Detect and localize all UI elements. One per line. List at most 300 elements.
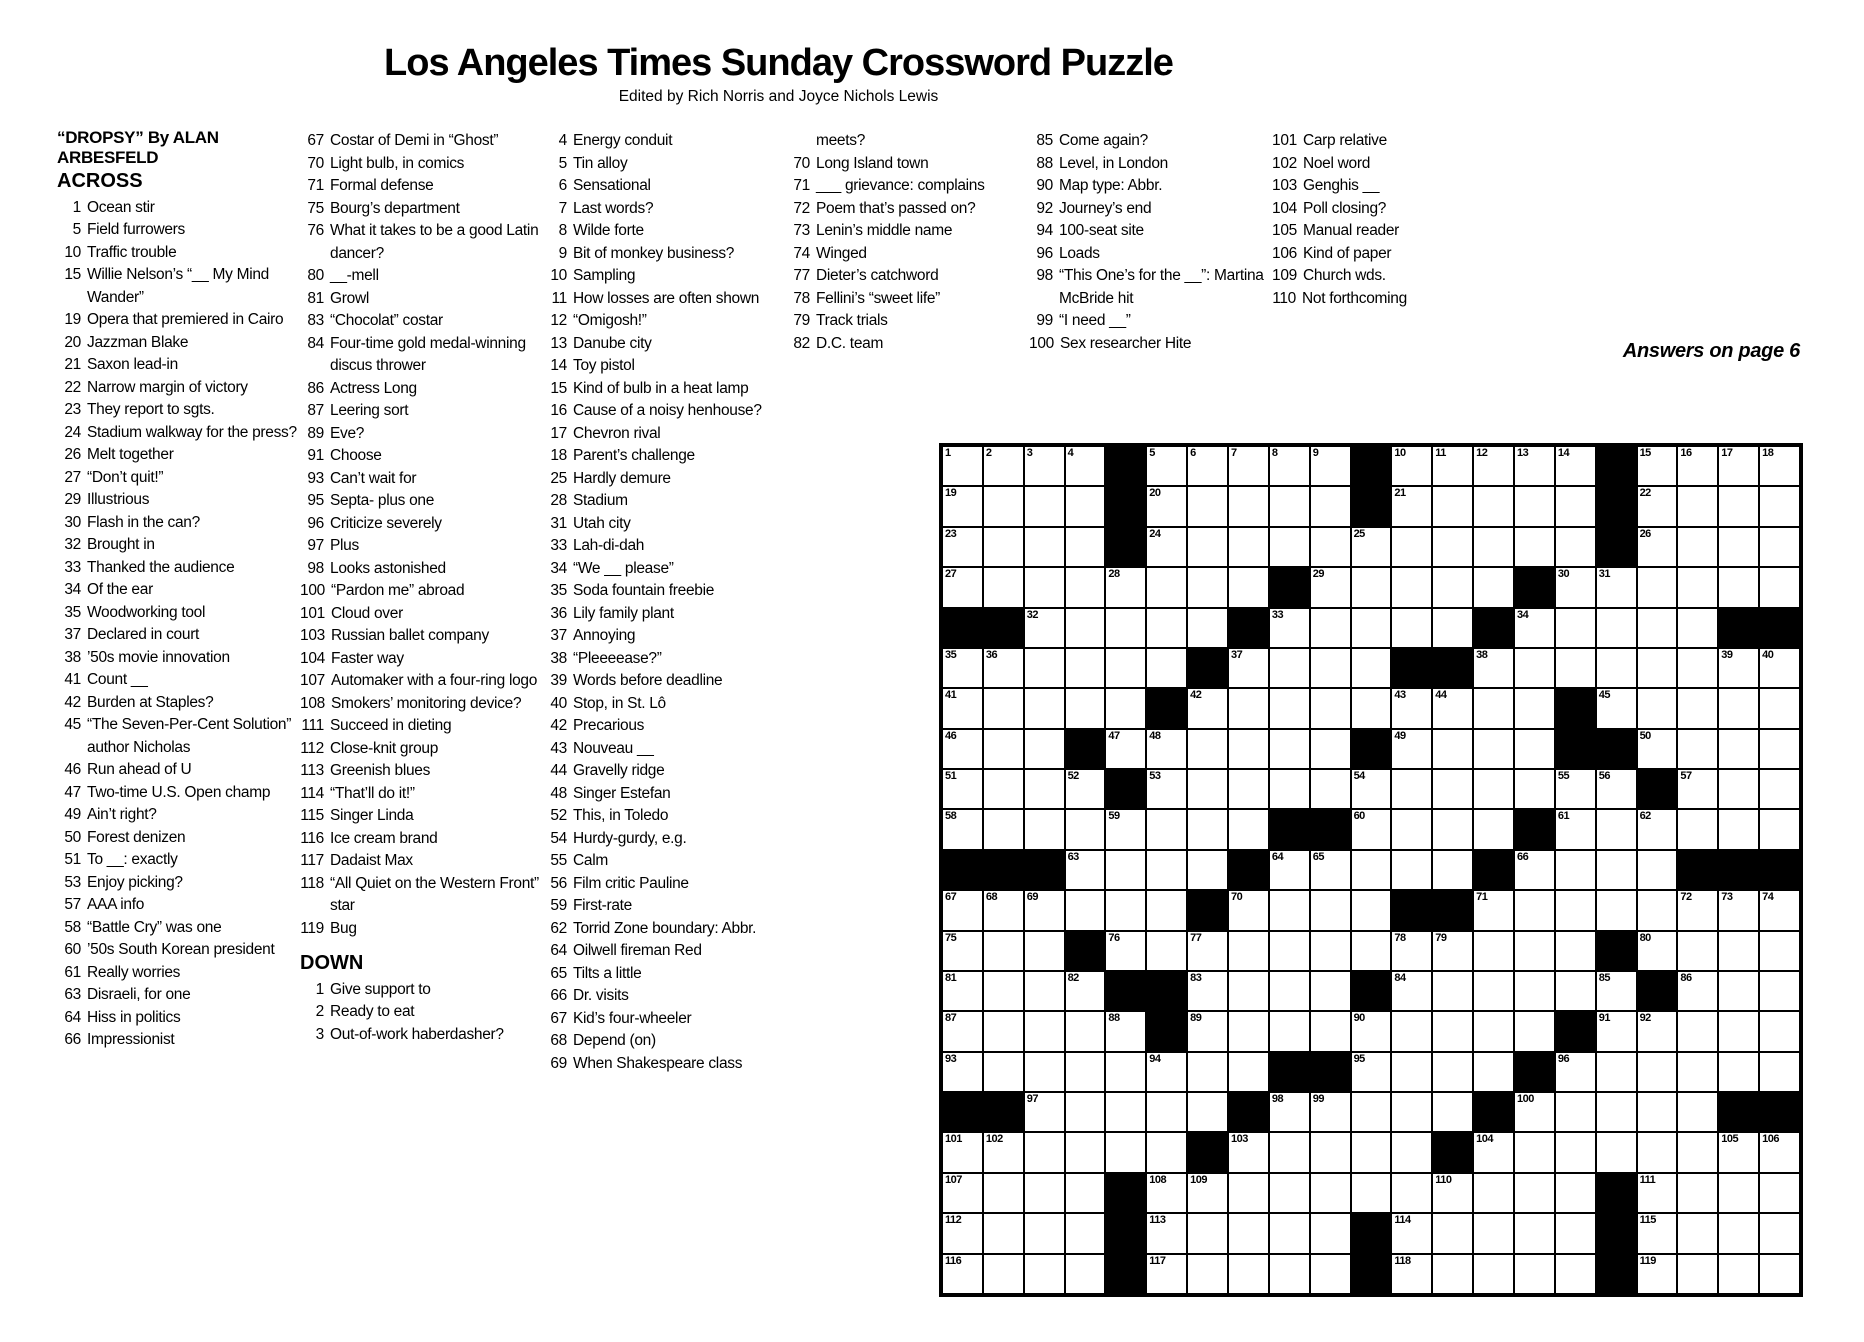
grid-cell[interactable] — [1024, 446, 1065, 486]
grid-cell[interactable] — [1146, 567, 1187, 607]
grid-cell[interactable] — [1228, 648, 1269, 688]
grid-cell[interactable] — [1514, 1011, 1555, 1051]
grid-cell[interactable] — [1473, 1052, 1514, 1092]
grid-cell[interactable] — [1432, 1092, 1473, 1132]
grid-cell[interactable] — [1310, 688, 1351, 728]
grid-cell[interactable] — [983, 931, 1024, 971]
grid-cell[interactable] — [1310, 486, 1351, 526]
grid-cell[interactable] — [1065, 486, 1106, 526]
grid-cell[interactable] — [1391, 1011, 1432, 1051]
grid-cell[interactable] — [1514, 769, 1555, 809]
grid-cell[interactable] — [1146, 1254, 1187, 1294]
grid-cell[interactable] — [1718, 729, 1759, 769]
grid-cell[interactable] — [1269, 1213, 1310, 1253]
grid-cell[interactable] — [1759, 809, 1800, 849]
grid-cell[interactable] — [1228, 971, 1269, 1011]
grid-cell[interactable] — [1514, 446, 1555, 486]
grid-cell[interactable] — [942, 486, 983, 526]
grid-cell[interactable] — [1146, 1092, 1187, 1132]
grid-cell[interactable] — [942, 446, 983, 486]
grid-cell[interactable] — [1146, 850, 1187, 890]
grid-cell[interactable] — [1228, 567, 1269, 607]
grid-cell[interactable] — [1473, 971, 1514, 1011]
grid-cell[interactable] — [1677, 971, 1718, 1011]
grid-cell[interactable] — [1391, 850, 1432, 890]
grid-cell[interactable] — [1432, 729, 1473, 769]
grid-cell[interactable] — [1596, 688, 1637, 728]
grid-cell[interactable] — [1555, 446, 1596, 486]
grid-cell[interactable] — [1555, 1052, 1596, 1092]
grid-cell[interactable] — [1718, 931, 1759, 971]
grid-cell[interactable] — [1718, 1213, 1759, 1253]
grid-cell[interactable] — [1718, 688, 1759, 728]
grid-cell[interactable] — [1024, 890, 1065, 930]
grid-cell[interactable] — [1187, 1052, 1228, 1092]
grid-cell[interactable] — [1637, 1173, 1678, 1213]
grid-cell[interactable] — [1228, 1173, 1269, 1213]
grid-cell[interactable] — [1105, 648, 1146, 688]
grid-cell[interactable] — [1432, 1011, 1473, 1051]
grid-cell[interactable] — [1228, 769, 1269, 809]
grid-cell[interactable] — [1024, 688, 1065, 728]
grid-cell[interactable] — [1228, 1254, 1269, 1294]
grid-cell[interactable] — [1391, 1132, 1432, 1172]
grid-cell[interactable] — [1718, 1052, 1759, 1092]
grid-cell[interactable] — [1718, 971, 1759, 1011]
grid-cell[interactable] — [983, 1011, 1024, 1051]
grid-cell[interactable] — [1065, 527, 1106, 567]
grid-cell[interactable] — [1555, 1092, 1596, 1132]
grid-cell[interactable] — [1105, 1011, 1146, 1051]
grid-cell[interactable] — [983, 688, 1024, 728]
grid-cell[interactable] — [1105, 850, 1146, 890]
grid-cell[interactable] — [1555, 769, 1596, 809]
grid-cell[interactable] — [1146, 1132, 1187, 1172]
grid-cell[interactable] — [1228, 527, 1269, 567]
grid-cell[interactable] — [1187, 1173, 1228, 1213]
grid-cell[interactable] — [1351, 1173, 1392, 1213]
grid-cell[interactable] — [1759, 971, 1800, 1011]
grid-cell[interactable] — [1269, 1132, 1310, 1172]
grid-cell[interactable] — [1310, 1173, 1351, 1213]
grid-cell[interactable] — [1555, 527, 1596, 567]
grid-cell[interactable] — [1637, 1052, 1678, 1092]
grid-cell[interactable] — [1432, 1254, 1473, 1294]
grid-cell[interactable] — [1024, 809, 1065, 849]
grid-cell[interactable] — [1391, 527, 1432, 567]
grid-cell[interactable] — [1596, 1092, 1637, 1132]
grid-cell[interactable] — [983, 809, 1024, 849]
grid-cell[interactable] — [1759, 1254, 1800, 1294]
grid-cell[interactable] — [1637, 890, 1678, 930]
grid-cell[interactable] — [1596, 648, 1637, 688]
grid-cell[interactable] — [1310, 527, 1351, 567]
grid-cell[interactable] — [1391, 567, 1432, 607]
grid-cell[interactable] — [1759, 486, 1800, 526]
grid-cell[interactable] — [1187, 1254, 1228, 1294]
grid-cell[interactable] — [1105, 1052, 1146, 1092]
grid-cell[interactable] — [1269, 648, 1310, 688]
grid-cell[interactable] — [1432, 1213, 1473, 1253]
grid-cell[interactable] — [1187, 971, 1228, 1011]
grid-cell[interactable] — [1310, 850, 1351, 890]
grid-cell[interactable] — [1759, 1213, 1800, 1253]
grid-cell[interactable] — [1310, 769, 1351, 809]
grid-cell[interactable] — [1555, 608, 1596, 648]
grid-cell[interactable] — [1432, 809, 1473, 849]
grid-cell[interactable] — [983, 648, 1024, 688]
grid-cell[interactable] — [1637, 1254, 1678, 1294]
grid-cell[interactable] — [1351, 608, 1392, 648]
grid-cell[interactable] — [1146, 527, 1187, 567]
grid-cell[interactable] — [1514, 688, 1555, 728]
grid-cell[interactable] — [1637, 850, 1678, 890]
grid-cell[interactable] — [1146, 608, 1187, 648]
grid-cell[interactable] — [1759, 890, 1800, 930]
grid-cell[interactable] — [1432, 486, 1473, 526]
grid-cell[interactable] — [1187, 1213, 1228, 1253]
grid-cell[interactable] — [1269, 446, 1310, 486]
grid-cell[interactable] — [1677, 1092, 1718, 1132]
grid-cell[interactable] — [1637, 1092, 1678, 1132]
grid-cell[interactable] — [1105, 809, 1146, 849]
grid-cell[interactable] — [1677, 527, 1718, 567]
grid-cell[interactable] — [1637, 1132, 1678, 1172]
grid-cell[interactable] — [1024, 931, 1065, 971]
grid-cell[interactable] — [1146, 890, 1187, 930]
grid-cell[interactable] — [1146, 446, 1187, 486]
grid-cell[interactable] — [1473, 890, 1514, 930]
grid-cell[interactable] — [1065, 1213, 1106, 1253]
grid-cell[interactable] — [1473, 1132, 1514, 1172]
grid-cell[interactable] — [1432, 769, 1473, 809]
grid-cell[interactable] — [1105, 608, 1146, 648]
grid-cell[interactable] — [983, 1132, 1024, 1172]
grid-cell[interactable] — [1310, 1092, 1351, 1132]
grid-cell[interactable] — [1187, 809, 1228, 849]
grid-cell[interactable] — [1351, 890, 1392, 930]
grid-cell[interactable] — [942, 1011, 983, 1051]
grid-cell[interactable] — [1351, 567, 1392, 607]
grid-cell[interactable] — [1351, 850, 1392, 890]
grid-cell[interactable] — [1637, 486, 1678, 526]
grid-cell[interactable] — [1677, 1052, 1718, 1092]
grid-cell[interactable] — [1555, 971, 1596, 1011]
grid-cell[interactable] — [1637, 527, 1678, 567]
grid-cell[interactable] — [942, 688, 983, 728]
grid-cell[interactable] — [1391, 809, 1432, 849]
grid-cell[interactable] — [1351, 809, 1392, 849]
grid-cell[interactable] — [983, 446, 1024, 486]
grid-cell[interactable] — [1759, 648, 1800, 688]
grid-cell[interactable] — [1514, 1254, 1555, 1294]
grid-cell[interactable] — [1391, 1213, 1432, 1253]
grid-cell[interactable] — [1146, 809, 1187, 849]
grid-cell[interactable] — [1473, 688, 1514, 728]
grid-cell[interactable] — [1269, 890, 1310, 930]
grid-cell[interactable] — [1269, 688, 1310, 728]
grid-cell[interactable] — [1391, 769, 1432, 809]
grid-cell[interactable] — [1228, 486, 1269, 526]
grid-cell[interactable] — [1024, 1132, 1065, 1172]
grid-cell[interactable] — [1146, 1173, 1187, 1213]
grid-cell[interactable] — [1677, 608, 1718, 648]
grid-cell[interactable] — [1351, 527, 1392, 567]
grid-cell[interactable] — [1514, 608, 1555, 648]
grid-cell[interactable] — [1065, 971, 1106, 1011]
grid-cell[interactable] — [1310, 1213, 1351, 1253]
grid-cell[interactable] — [1024, 1011, 1065, 1051]
grid-cell[interactable] — [1351, 1052, 1392, 1092]
grid-cell[interactable] — [1555, 850, 1596, 890]
grid-cell[interactable] — [1024, 486, 1065, 526]
grid-cell[interactable] — [983, 971, 1024, 1011]
grid-cell[interactable] — [1473, 1173, 1514, 1213]
grid-cell[interactable] — [1637, 446, 1678, 486]
grid-cell[interactable] — [1024, 567, 1065, 607]
grid-cell[interactable] — [1146, 1052, 1187, 1092]
grid-cell[interactable] — [1759, 1132, 1800, 1172]
grid-cell[interactable] — [1310, 567, 1351, 607]
grid-cell[interactable] — [1228, 446, 1269, 486]
grid-cell[interactable] — [1473, 1011, 1514, 1051]
grid-cell[interactable] — [942, 1173, 983, 1213]
grid-cell[interactable] — [1473, 1254, 1514, 1294]
grid-cell[interactable] — [983, 486, 1024, 526]
grid-cell[interactable] — [1065, 648, 1106, 688]
grid-cell[interactable] — [942, 809, 983, 849]
grid-cell[interactable] — [1432, 567, 1473, 607]
grid-cell[interactable] — [1555, 1213, 1596, 1253]
grid-cell[interactable] — [1677, 1213, 1718, 1253]
grid-cell[interactable] — [1759, 931, 1800, 971]
grid-cell[interactable] — [1596, 890, 1637, 930]
grid-cell[interactable] — [1269, 850, 1310, 890]
grid-cell[interactable] — [942, 648, 983, 688]
grid-cell[interactable] — [1596, 1011, 1637, 1051]
grid-cell[interactable] — [1677, 809, 1718, 849]
grid-cell[interactable] — [1759, 769, 1800, 809]
grid-cell[interactable] — [942, 1213, 983, 1253]
grid-cell[interactable] — [1024, 1052, 1065, 1092]
grid-cell[interactable] — [1310, 446, 1351, 486]
grid-cell[interactable] — [983, 729, 1024, 769]
grid-cell[interactable] — [1718, 809, 1759, 849]
grid-cell[interactable] — [1555, 890, 1596, 930]
grid-cell[interactable] — [1065, 446, 1106, 486]
grid-cell[interactable] — [1718, 1132, 1759, 1172]
grid-cell[interactable] — [1759, 688, 1800, 728]
grid-cell[interactable] — [1677, 1254, 1718, 1294]
grid-cell[interactable] — [1596, 850, 1637, 890]
grid-cell[interactable] — [1024, 729, 1065, 769]
grid-cell[interactable] — [942, 931, 983, 971]
grid-cell[interactable] — [1596, 769, 1637, 809]
grid-cell[interactable] — [1391, 1254, 1432, 1294]
grid-cell[interactable] — [1759, 1173, 1800, 1213]
grid-cell[interactable] — [1024, 1213, 1065, 1253]
grid-cell[interactable] — [1514, 527, 1555, 567]
grid-cell[interactable] — [1228, 809, 1269, 849]
grid-cell[interactable] — [1065, 567, 1106, 607]
grid-cell[interactable] — [1024, 648, 1065, 688]
grid-cell[interactable] — [1105, 1132, 1146, 1172]
grid-cell[interactable] — [1432, 1052, 1473, 1092]
grid-cell[interactable] — [983, 1213, 1024, 1253]
grid-cell[interactable] — [1514, 486, 1555, 526]
grid-cell[interactable] — [1187, 688, 1228, 728]
grid-cell[interactable] — [1310, 931, 1351, 971]
grid-cell[interactable] — [1432, 1173, 1473, 1213]
grid-cell[interactable] — [1718, 446, 1759, 486]
grid-cell[interactable] — [1269, 1254, 1310, 1294]
grid-cell[interactable] — [1677, 688, 1718, 728]
grid-cell[interactable] — [1514, 931, 1555, 971]
grid-cell[interactable] — [1146, 729, 1187, 769]
grid-cell[interactable] — [1391, 1052, 1432, 1092]
grid-cell[interactable] — [942, 1052, 983, 1092]
grid-cell[interactable] — [1187, 1092, 1228, 1132]
grid-cell[interactable] — [1146, 486, 1187, 526]
grid-cell[interactable] — [1187, 769, 1228, 809]
grid-cell[interactable] — [1759, 729, 1800, 769]
grid-cell[interactable] — [1228, 1132, 1269, 1172]
grid-cell[interactable] — [1146, 931, 1187, 971]
grid-cell[interactable] — [1637, 567, 1678, 607]
grid-cell[interactable] — [1391, 1092, 1432, 1132]
grid-cell[interactable] — [1024, 1092, 1065, 1132]
grid-cell[interactable] — [1514, 648, 1555, 688]
grid-cell[interactable] — [1269, 769, 1310, 809]
grid-cell[interactable] — [1759, 527, 1800, 567]
grid-cell[interactable] — [1637, 608, 1678, 648]
grid-cell[interactable] — [1269, 729, 1310, 769]
grid-cell[interactable] — [1351, 688, 1392, 728]
grid-cell[interactable] — [1105, 567, 1146, 607]
grid-cell[interactable] — [1310, 1011, 1351, 1051]
grid-cell[interactable] — [1391, 931, 1432, 971]
grid-cell[interactable] — [1391, 688, 1432, 728]
grid-cell[interactable] — [1514, 1173, 1555, 1213]
grid-cell[interactable] — [942, 729, 983, 769]
grid-cell[interactable] — [1310, 608, 1351, 648]
grid-cell[interactable] — [1391, 971, 1432, 1011]
grid-cell[interactable] — [1024, 1173, 1065, 1213]
grid-cell[interactable] — [1677, 648, 1718, 688]
grid-cell[interactable] — [1677, 729, 1718, 769]
grid-cell[interactable] — [1677, 931, 1718, 971]
grid-cell[interactable] — [983, 769, 1024, 809]
grid-cell[interactable] — [1718, 1173, 1759, 1213]
grid-cell[interactable] — [1432, 527, 1473, 567]
grid-cell[interactable] — [942, 567, 983, 607]
grid-cell[interactable] — [942, 769, 983, 809]
grid-cell[interactable] — [1065, 1254, 1106, 1294]
grid-cell[interactable] — [1555, 1254, 1596, 1294]
grid-cell[interactable] — [1351, 1092, 1392, 1132]
grid-cell[interactable] — [1146, 648, 1187, 688]
grid-cell[interactable] — [942, 527, 983, 567]
grid-cell[interactable] — [1555, 931, 1596, 971]
grid-cell[interactable] — [1269, 931, 1310, 971]
grid-cell[interactable] — [1677, 567, 1718, 607]
grid-cell[interactable] — [1391, 1173, 1432, 1213]
grid-cell[interactable] — [1228, 729, 1269, 769]
grid-cell[interactable] — [1187, 1011, 1228, 1051]
grid-cell[interactable] — [1228, 931, 1269, 971]
grid-cell[interactable] — [1065, 688, 1106, 728]
grid-cell[interactable] — [1105, 729, 1146, 769]
grid-cell[interactable] — [1759, 1011, 1800, 1051]
grid-cell[interactable] — [1351, 931, 1392, 971]
grid-cell[interactable] — [1105, 931, 1146, 971]
grid-cell[interactable] — [983, 1254, 1024, 1294]
grid-cell[interactable] — [1473, 1213, 1514, 1253]
grid-cell[interactable] — [1269, 1173, 1310, 1213]
grid-cell[interactable] — [983, 567, 1024, 607]
grid-cell[interactable] — [1187, 931, 1228, 971]
grid-cell[interactable] — [1310, 648, 1351, 688]
grid-cell[interactable] — [1718, 1011, 1759, 1051]
grid-cell[interactable] — [1514, 1213, 1555, 1253]
grid-cell[interactable] — [1351, 1132, 1392, 1172]
grid-cell[interactable] — [1473, 527, 1514, 567]
grid-cell[interactable] — [1637, 1213, 1678, 1253]
grid-cell[interactable] — [1677, 1132, 1718, 1172]
grid-cell[interactable] — [1228, 1213, 1269, 1253]
grid-cell[interactable] — [1187, 486, 1228, 526]
grid-cell[interactable] — [1391, 608, 1432, 648]
grid-cell[interactable] — [1555, 486, 1596, 526]
grid-cell[interactable] — [1024, 527, 1065, 567]
grid-cell[interactable] — [1555, 1132, 1596, 1172]
grid-cell[interactable] — [1351, 769, 1392, 809]
grid-cell[interactable] — [942, 971, 983, 1011]
grid-cell[interactable] — [1065, 769, 1106, 809]
grid-cell[interactable] — [1432, 688, 1473, 728]
grid-cell[interactable] — [1105, 890, 1146, 930]
grid-cell[interactable] — [1269, 1092, 1310, 1132]
grid-cell[interactable] — [1105, 1092, 1146, 1132]
grid-cell[interactable] — [1228, 1052, 1269, 1092]
grid-cell[interactable] — [1596, 1052, 1637, 1092]
grid-cell[interactable] — [1514, 729, 1555, 769]
grid-cell[interactable] — [1718, 527, 1759, 567]
grid-cell[interactable] — [1677, 1173, 1718, 1213]
grid-cell[interactable] — [1024, 971, 1065, 1011]
grid-cell[interactable] — [1269, 486, 1310, 526]
grid-cell[interactable] — [1677, 486, 1718, 526]
grid-cell[interactable] — [1187, 608, 1228, 648]
grid-cell[interactable] — [1637, 809, 1678, 849]
grid-cell[interactable] — [1432, 850, 1473, 890]
grid-cell[interactable] — [1187, 567, 1228, 607]
grid-cell[interactable] — [1391, 729, 1432, 769]
grid-cell[interactable] — [1637, 688, 1678, 728]
grid-cell[interactable] — [1514, 1092, 1555, 1132]
grid-cell[interactable] — [1596, 608, 1637, 648]
grid-cell[interactable] — [1596, 809, 1637, 849]
grid-cell[interactable] — [1473, 769, 1514, 809]
grid-cell[interactable] — [1065, 890, 1106, 930]
grid-cell[interactable] — [1187, 527, 1228, 567]
grid-cell[interactable] — [1514, 1132, 1555, 1172]
grid-cell[interactable] — [1024, 608, 1065, 648]
grid-cell[interactable] — [942, 1254, 983, 1294]
grid-cell[interactable] — [1473, 931, 1514, 971]
grid-cell[interactable] — [1310, 971, 1351, 1011]
grid-cell[interactable] — [1759, 446, 1800, 486]
